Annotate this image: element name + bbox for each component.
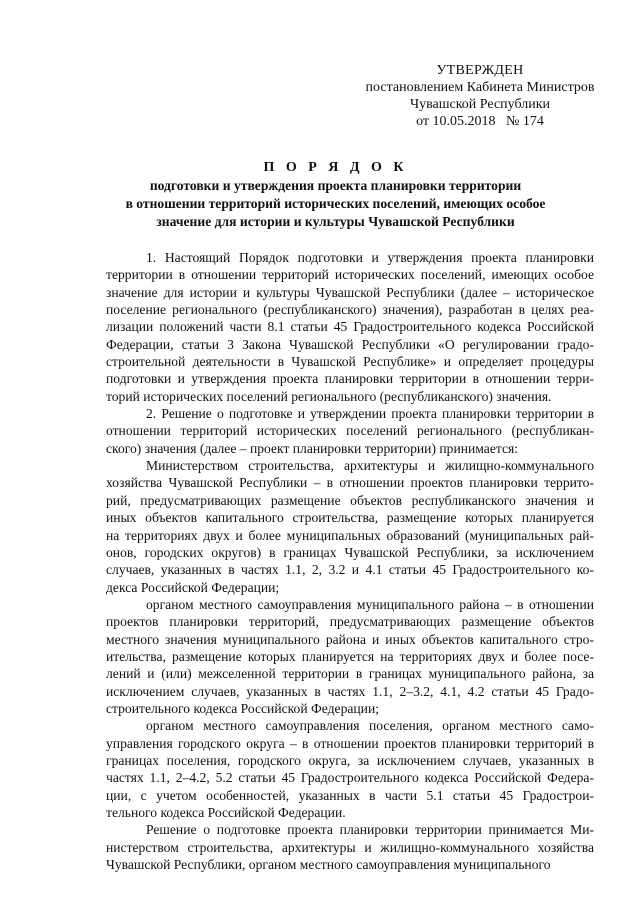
paragraph-line: 1. Настоящий Порядок подготовки и утверждения проекта планировки	[146, 250, 594, 265]
paragraph-line: декса Российской Федерации;	[106, 579, 280, 595]
paragraph-line: Федерации, статьи 3 Закона Чувашской Республики «О регулировании градо-	[106, 336, 594, 352]
paragraph-line: иных объектов капитального строительства, размещение которых планируется	[106, 510, 594, 526]
paragraph-line: лений и (или) межселенной территории в границах муниципального района, за	[106, 666, 594, 682]
paragraph-line: ции, с учетом особенностей, указанных в части 5.1 статьи 45 Градострои-	[106, 787, 594, 803]
approval-republic-line: Чувашской Республики	[409, 97, 551, 112]
document-body	[106, 249, 594, 873]
paragraph-line: Решение о подготовке проекта планировки территории принимается Ми-	[146, 822, 594, 838]
title-subtitle-line-1: подготовки и утверждения проекта планировки территории	[149, 178, 522, 193]
paragraph-line: органом местного самоуправления поселения, органом местного само-	[146, 718, 594, 734]
paragraph-line: лизации положений части 8.1 статьи 45 Градостроительного кодекса Российской	[106, 319, 594, 335]
paragraph-line: строительной деятельности в Чувашской Республике» и определяет процедуры	[106, 354, 594, 370]
title-main: П О Р Я Д О К	[263, 160, 408, 175]
paragraph-line: отношении территорий исторических поселений регионального (республикан-	[106, 423, 594, 439]
paragraph-line: управления городского округа – в отношении проектов планировки территорий в	[106, 735, 594, 751]
paragraph-4	[106, 596, 594, 717]
paragraph-line: частях 1.1, 2–4.2, 5.2 статьи 45 Градостроительного кодекса Российской Федера-	[106, 770, 594, 786]
paragraph-line: территории в отношении территорий исторических поселений, имеющих особое	[106, 267, 594, 283]
paragraph-line: ительства, размещение которых планируется на территориях двух и более посе-	[106, 648, 594, 664]
paragraph-line: Чувашской Республики, органом местного самоуправления муниципального	[106, 857, 551, 873]
paragraph-line: нистерством строительства, архитектуры и жилищно-коммунального хозяйства	[106, 839, 594, 855]
paragraph-line: местного значения муниципального района и иных объектов капитального стро-	[106, 631, 594, 647]
paragraph-line: проектов планировки территорий, предусматривающих размещение объектов	[106, 614, 594, 630]
paragraph-line: тельного кодекса Российской Федерации.	[106, 805, 346, 820]
paragraph-2	[106, 405, 594, 457]
approval-decree-line: постановлением Кабинета Министров	[365, 80, 595, 95]
paragraph-line: органом местного самоуправления муниципального района – в отношении	[146, 596, 594, 612]
paragraph-3	[106, 457, 594, 596]
paragraph-line: торий исторических поселений регионального (республиканского) значения.	[106, 388, 552, 404]
paragraph-6	[106, 821, 594, 873]
paragraph-line: Министерством строительства, архитектуры и жилищно-коммунального	[146, 458, 594, 474]
approval-heading: УТВЕРЖДЕН	[436, 63, 524, 78]
paragraph-line: ского) значения (далее – проект планировки территории) принимается:	[106, 440, 519, 456]
paragraph-line: поселение регионального (республиканского) значения), разработан в целях реа-	[106, 302, 594, 318]
paragraph-5	[106, 717, 594, 821]
paragraph-line: подготовки и утверждения проекта планировки территории в отношении терри-	[106, 371, 594, 387]
paragraph-line: строительного кодекса Российской Федерации;	[106, 700, 380, 716]
title-subtitle-line-2: в отношении территорий исторических поселений, имеющих особое	[125, 196, 546, 211]
approval-stamp	[360, 62, 600, 130]
approval-date-number: от 10.05.2018 № 174	[416, 114, 544, 129]
paragraph-line: границах поселения, городского округа, за исключением случаев, указанных в	[106, 752, 594, 768]
paragraph-line: 2. Решение о подготовке и утверждении проекта планировки территории в	[146, 406, 594, 422]
paragraph-line: на территориях двух и более муниципальных образований (муниципальных рай-	[106, 527, 594, 543]
document-title	[108, 159, 563, 231]
paragraph-line: случаев, указанных в частях 1.1, 2, 3.2 и 4.1 статьи 45 Градостроительного ко-	[106, 562, 594, 578]
title-subtitle-line-3: значение для истории и культуры Чувашской Республики	[156, 214, 515, 229]
paragraph-line: исключением случаев, указанных в частях 1.1, 2–3.2, 4.1, 4.2 статьи 45 Градо-	[106, 683, 594, 699]
paragraph-line: онов, городских округов) в границах Чувашской Республики, за исключением	[106, 544, 594, 560]
paragraph-line: значение для истории и культуры Чувашской Республики (далее – историческое	[106, 284, 594, 300]
paragraph-line: рий, предусматривающих размещение объектов республиканского значения и	[106, 492, 594, 508]
paragraph-1	[106, 249, 594, 405]
paragraph-line: хозяйства Чувашской Республики – в отношении проектов планировки террито-	[106, 475, 594, 491]
